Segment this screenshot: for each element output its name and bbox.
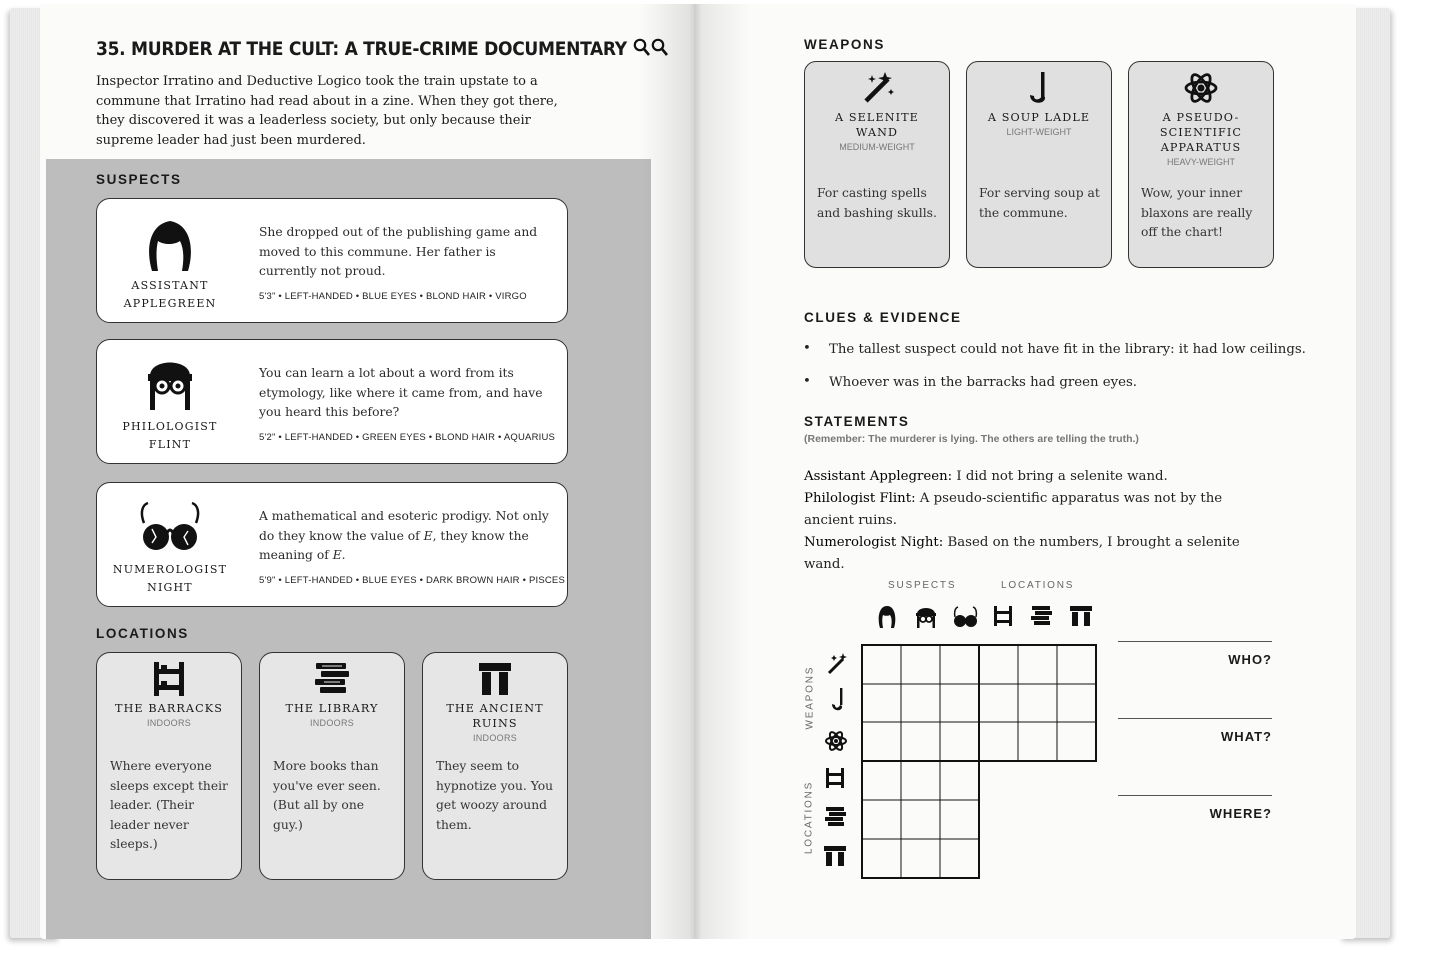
location-description: Where everyone sleeps except their leader. (Their leader never sleeps.) xyxy=(110,759,228,851)
location-indoor-tag: INDOORS xyxy=(146,718,192,728)
row-atom-icon xyxy=(826,730,846,751)
clue-item xyxy=(803,374,1138,390)
suspect-stats: 5'3" • LEFT-HANDED • BLUE EYES • BLOND HAIR • VIRGO xyxy=(259,291,527,302)
row-ruins-icon xyxy=(824,846,846,866)
grid-locations-label: LOCATIONS xyxy=(1001,580,1075,591)
desc-part: , they know the meaning of xyxy=(259,528,529,562)
statement-speaker: Philologist Flint: xyxy=(804,491,916,506)
weapon-name xyxy=(1129,110,1273,155)
location-name: THE LIBRARY xyxy=(285,702,379,715)
weapon-description: For casting spells and bashing skulls. xyxy=(817,186,937,220)
magic-wand-icon xyxy=(858,69,896,107)
col-glasses-icon xyxy=(954,607,977,627)
goggles-icon xyxy=(130,350,210,414)
answer-label: WHERE? xyxy=(1209,806,1272,821)
statement xyxy=(804,488,1274,531)
weapon-card-ladle xyxy=(966,61,1112,268)
grid-suspects-label: SUSPECTS xyxy=(888,580,957,591)
books-icon xyxy=(312,659,352,697)
location-name xyxy=(423,701,567,731)
ladle-icon xyxy=(1020,69,1058,107)
suspect-name-line2: APPLEGREEN xyxy=(123,297,217,310)
answer-where[interactable] xyxy=(1118,795,1272,821)
location-card-library xyxy=(259,652,405,880)
grid-weapons-side-label: WEAPONS xyxy=(804,665,816,730)
suspect-stats: 5'9" • LEFT-HANDED • BLUE EYES • DARK BROWN HAIR • PISCES xyxy=(259,575,565,586)
row-books-icon xyxy=(825,807,846,826)
statement-speaker: Numerologist Night: xyxy=(804,535,944,550)
bullet-dot: • xyxy=(803,341,811,356)
statement xyxy=(804,466,1284,488)
desc-e-italic: E xyxy=(332,548,342,562)
suspects-heading: SUSPECTS xyxy=(96,172,182,187)
magnifier-rating-icon xyxy=(633,38,673,58)
puzzle-title-text: 35. MURDER AT THE CULT: A TRUE-CRIME DOCUMENTARY xyxy=(96,38,627,60)
suspect-card-applegreen xyxy=(96,198,568,323)
atom-icon xyxy=(1182,69,1220,107)
clue-text: The tallest suspect could not have fit in the library: it had low ceilings. xyxy=(829,342,1306,357)
suspect-name-line2: FLINT xyxy=(148,438,192,451)
location-indoor-tag: INDOORS xyxy=(309,718,355,728)
right-page xyxy=(694,4,1356,939)
grid-lines xyxy=(862,645,1096,878)
weapon-weight: HEAVY-WEIGHT xyxy=(1166,157,1235,167)
suspect-name xyxy=(97,418,243,454)
statements-heading: STATEMENTS xyxy=(804,414,910,429)
suspect-stats: 5'2" • LEFT-HANDED • GREEN EYES • BLOND HAIR • AQUARIUS xyxy=(259,432,556,443)
weapon-name: A SOUP LADLE xyxy=(987,111,1091,124)
clues-heading: CLUES & EVIDENCE xyxy=(804,310,962,325)
weapons-heading: WEAPONS xyxy=(804,37,885,52)
suspect-name-line1: ASSISTANT xyxy=(131,279,209,292)
weapon-name-line1: A SELENITE xyxy=(835,111,919,124)
clue-text: Whoever was in the barracks had green eyes. xyxy=(829,375,1138,390)
location-card-ruins xyxy=(422,652,568,880)
suspect-name xyxy=(97,561,243,597)
answer-what[interactable] xyxy=(1118,718,1272,744)
weapon-weight: MEDIUM-WEIGHT xyxy=(839,142,915,152)
statement-speaker: Assistant Applegreen: xyxy=(804,469,953,484)
weapon-card-wand xyxy=(804,61,950,268)
weapon-description: For serving soup at the commune. xyxy=(979,186,1100,220)
col-ruins-icon xyxy=(1070,606,1092,626)
location-indoor-tag: INDOORS xyxy=(472,733,518,743)
weapon-name-line1: A PSEUDO- xyxy=(1162,111,1240,124)
clue-item xyxy=(803,341,1306,357)
desc-e-italic: E xyxy=(423,528,433,543)
suspect-description: You can learn a lot about a word from its etymology, like where it came from, and have you heard this before? xyxy=(259,366,543,419)
statement xyxy=(804,532,1284,575)
locations-heading: LOCATIONS xyxy=(96,626,189,641)
answer-who[interactable] xyxy=(1118,641,1272,667)
desc-part: A mathematical and esoteric prodigy. Not only do they know the value of xyxy=(259,509,549,543)
statements-note: (Remember: The murderer is lying. The others are telling the truth.) xyxy=(804,433,1139,445)
weapon-weight: LIGHT-WEIGHT xyxy=(1006,127,1072,137)
weapon-name xyxy=(805,110,949,140)
col-goggles-icon xyxy=(916,608,936,628)
suspect-name-line1: NUMEROLOGIST xyxy=(112,563,228,576)
statement-text: Based on the numbers, I brought a selenite wand. xyxy=(804,535,1240,572)
grid-locations-side-label: LOCATIONS xyxy=(803,780,815,855)
suspect-description: She dropped out of the publishing game and moved to this commune. Her father is currently not proud. xyxy=(259,225,538,278)
suspect-name-line1: PHILOLOGIST xyxy=(122,420,218,433)
suspect-name-line2: NIGHT xyxy=(147,581,193,594)
bunk-bed-icon xyxy=(149,659,189,697)
weapon-card-apparatus xyxy=(1128,61,1274,268)
location-description: More books than you've ever seen. (But all by one guy.) xyxy=(273,759,381,832)
logic-grid[interactable] xyxy=(822,600,1142,890)
suspect-card-flint xyxy=(96,339,568,464)
suspect-description xyxy=(259,507,555,566)
location-description: They seem to hypnotize you. You get woozy around them. xyxy=(436,759,554,832)
location-card-barracks xyxy=(96,652,242,880)
intro-text: Inspector Irratino and Deductive Logico took the train upstate to a commune that Irratino had read about in a zine. When they got there, they discovered it was a leaderless society, but only because their supreme leader had just been murdered. xyxy=(96,74,558,148)
hair-icon xyxy=(130,211,210,275)
weapon-name-line2: SCIENTIFIC xyxy=(1159,126,1243,139)
weapon-name-line2: WAND xyxy=(855,126,899,139)
col-bunk-bed-icon xyxy=(994,606,1012,626)
location-name-line1: THE ANCIENT xyxy=(446,702,544,715)
ruins-icon xyxy=(475,659,515,697)
row-ladle-icon xyxy=(832,688,842,710)
suspect-card-night xyxy=(96,482,568,607)
location-name-line2: RUINS xyxy=(472,717,518,730)
puzzle-title xyxy=(96,38,673,60)
col-hair-icon xyxy=(879,606,896,628)
statement-text: A pseudo-scientific apparatus was not by the ancient ruins. xyxy=(804,491,1223,528)
weapon-description: Wow, your inner blaxons are really off the chart! xyxy=(1141,186,1253,239)
location-name: THE BARRACKS xyxy=(115,702,223,715)
left-page xyxy=(40,4,692,939)
row-bunk-bed-icon xyxy=(826,768,844,788)
desc-part: . xyxy=(341,548,346,562)
weapon-name-line3: APPARATUS xyxy=(1160,141,1242,154)
answer-label: WHAT? xyxy=(1221,729,1272,744)
statement-text: I did not bring a selenite wand. xyxy=(956,469,1168,484)
glasses-icon xyxy=(130,493,210,557)
suspect-name xyxy=(97,277,243,313)
col-books-icon xyxy=(1031,606,1052,625)
bullet-dot: • xyxy=(803,374,811,389)
answer-label: WHO? xyxy=(1228,652,1272,667)
row-wand-icon xyxy=(829,653,847,673)
